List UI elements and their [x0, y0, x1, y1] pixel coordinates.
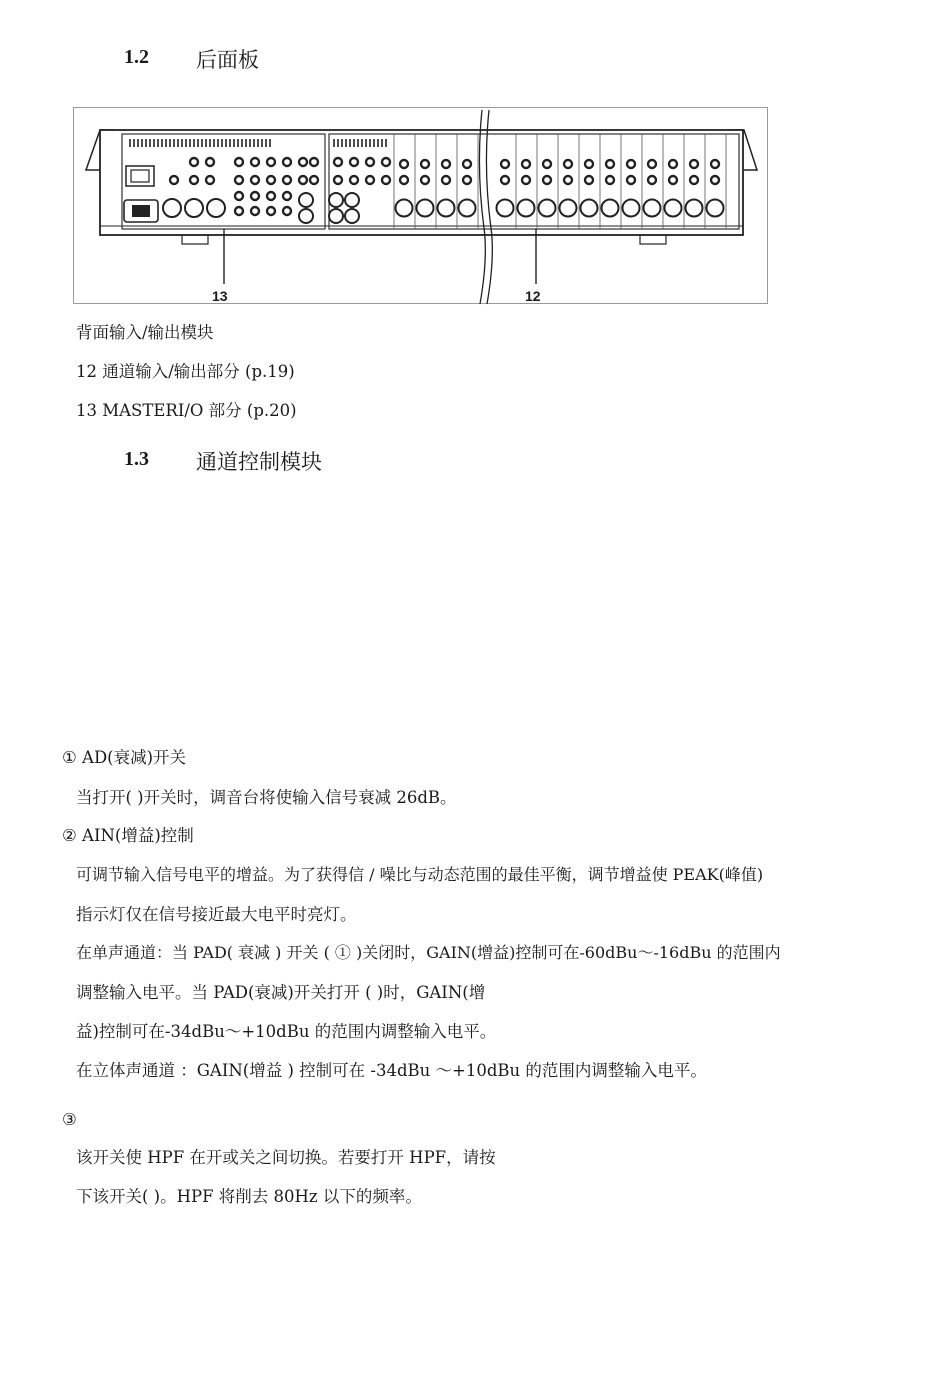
item-1-heading: ① AD(衰减)开关: [62, 748, 187, 767]
section-number: 1.2: [124, 46, 149, 68]
rear-panel-figure: [73, 107, 768, 304]
section-heading-1-2: [124, 44, 259, 72]
item-3-line-1: 该开关使 HPF 在开或关之间切换。若要打开 HPF，请按: [76, 1148, 496, 1167]
section-title: 后面板: [196, 48, 259, 72]
rear-panel-illustration: [74, 108, 769, 305]
item-2-paragraph-2-line-1: 在单声通道：当 PAD( 衰减 ) 开关 ( ① )关闭时，GAIN(增益)控制可在-60dBu～-16dBu 的范围内: [76, 943, 781, 962]
section-number: 1.3: [124, 448, 149, 470]
item-2-paragraph-1-line-1: 可调节输入信号电平的增益。为了获得信 / 噪比与动态范围的最佳平衡，调节增益使 PEAK(峰值): [76, 865, 764, 884]
item-3-heading: ③: [62, 1110, 77, 1129]
item-3-line-2: 下该开关( )。HPF 将削去 80Hz 以下的频率。: [76, 1187, 422, 1206]
caption-title: 背面输入/输出模块: [76, 323, 214, 342]
callout-label-12: 12: [525, 288, 541, 304]
section-heading-1-3: [124, 446, 322, 474]
item-2-heading: ② AIN(增益)控制: [62, 826, 194, 845]
item-2-paragraph-2-line-2: 调整输入电平。当 PAD(衰减)开关打开 ( )时，GAIN(增: [76, 983, 486, 1002]
item-2-paragraph-3: 在立体声通道 ：GAIN(增益 ) 控制可在 -34dBu ～+10dBu 的范围内调整输入电平。: [76, 1061, 707, 1080]
caption-item-12: 12 通道输入/输出部分 (p.19): [76, 362, 295, 381]
callout-label-13: 13: [212, 288, 228, 304]
item-2-paragraph-1-line-2: 指示灯仅在信号接近最大电平时亮灯。: [76, 905, 357, 924]
caption-item-13: 13 MASTERI/O 部分 (p.20): [76, 401, 297, 420]
item-2-paragraph-2-line-3: 益)控制可在-34dBu～+10dBu 的范围内调整输入电平。: [76, 1022, 497, 1041]
section-title: 通道控制模块: [196, 450, 322, 474]
item-1-text: 当打开( )开关时，调音台将使输入信号衰减 26dB。: [76, 788, 457, 807]
